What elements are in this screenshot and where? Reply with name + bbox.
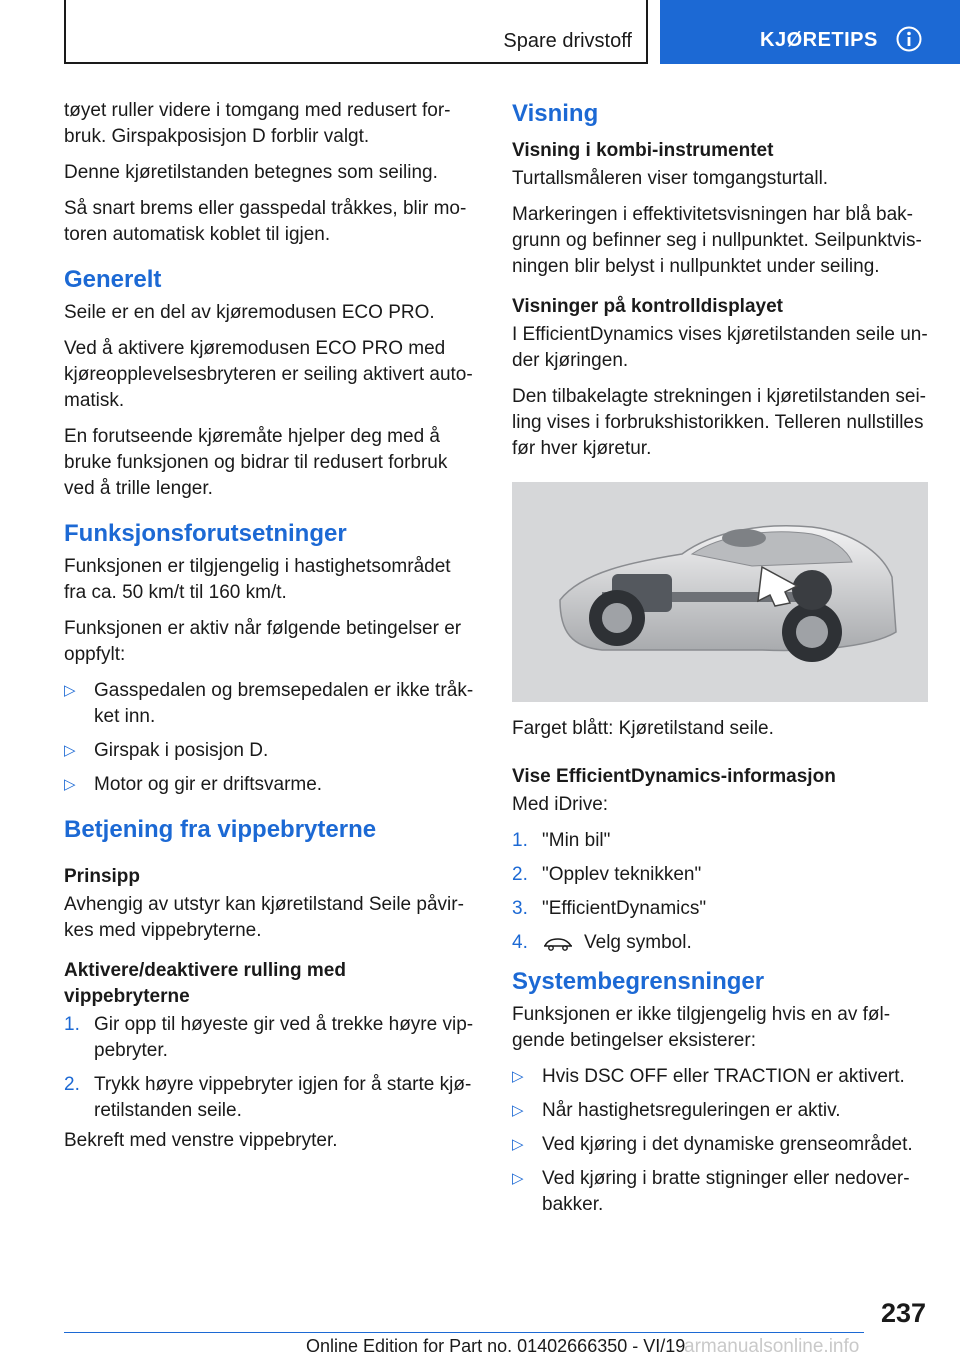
list-item: 2. "Opplev teknikken" — [512, 864, 702, 885]
watermark: armanualsonline.info — [684, 1336, 860, 1357]
heading-control-display: Visninger på kontrolldisplayet — [512, 296, 783, 317]
triangle-bullet-icon: ▷ — [64, 682, 76, 699]
control-paragraph-1: I EfficientDynamics vises kjøretilstanden seile un-der kjøringen. — [512, 324, 928, 371]
heading-limits: Systembegrensninger — [512, 968, 765, 995]
heading-operation: Betjening fra vippebryterne — [64, 816, 377, 843]
list-item: 1. Gir opp til høyeste gir ved å trekke høyre vip-pebryter. — [64, 1014, 474, 1061]
list-item: ▷ Hvis DSC OFF eller TRACTION er aktivert. — [512, 1064, 928, 1090]
heading-cluster: Visning i kombi-instrumentet — [512, 140, 774, 161]
intro-paragraph-2: Denne kjøretilstanden betegnes som seiling. — [64, 162, 438, 183]
footer-edition: Online Edition for Part no. 01402666350 - VI/19 — [306, 1336, 686, 1356]
list-item: 3. "EfficientDynamics" — [512, 898, 707, 919]
list-item: ▷ Ved kjøring i bratte stigninger eller nedover-bakker. — [512, 1168, 910, 1215]
footer-divider — [64, 1332, 864, 1333]
limits-paragraph: Funksjonen er ikke tilgjengelig hvis en av føl-gende betingelser eksisterer: — [512, 1004, 891, 1051]
toggle-steps — [64, 1012, 476, 1124]
triangle-bullet-icon: ▷ — [64, 776, 76, 793]
list-item: ▷ Gasspedalen og bremsepedalen er ikke tråk-ket inn. — [64, 680, 474, 727]
chapter-tab[interactable] — [660, 0, 960, 64]
idrive-label: Med iDrive: — [512, 794, 609, 815]
cluster-paragraph-1: Turtallsmåleren viser tomgangsturtall. — [512, 168, 829, 189]
efficient-dynamics-car-icon — [542, 934, 574, 952]
list-item: 1. "Min bil" — [512, 830, 611, 851]
list-item: ▷ Når hastighetsreguleringen er aktiv. — [512, 1098, 928, 1124]
list-item: ▷ Motor og gir er driftsvarme. — [64, 772, 476, 798]
page-number: 237 — [880, 1298, 926, 1328]
heading-general: Generelt — [64, 266, 162, 293]
triangle-bullet-icon: ▷ — [512, 1136, 524, 1153]
info-icon[interactable] — [896, 26, 922, 52]
heading-toggle: Aktivere/deaktivere rulling med vippebryterne — [64, 960, 346, 1007]
triangle-bullet-icon: ▷ — [512, 1102, 524, 1119]
triangle-bullet-icon: ▷ — [512, 1068, 524, 1085]
list-item: 4. Velg symbol. — [512, 932, 692, 953]
prereq-paragraph-2: Funksjonen er aktiv når følgende betingelser er oppfylt: — [64, 618, 462, 665]
idrive-steps — [512, 828, 928, 956]
prereq-paragraph-1: Funksjonen er tilgjengelig i hastighetsområdet fra ca. 50 km/t til 160 km/t. — [64, 556, 451, 603]
intro-paragraph-3: Så snart brems eller gasspedal tråkkes, blir mo-toren automatisk koblet til igjen. — [64, 198, 467, 245]
list-item: ▷ Girspak i posisjon D. — [64, 738, 476, 764]
general-paragraph-1: Seile er en del av kjøremodusen ECO PRO. — [64, 302, 435, 323]
limits-list — [512, 1064, 928, 1218]
control-paragraph-2: Den tilbakelagte strekningen i kjøretilstanden sei-ling vises i forbrukshistorikken. Telleren nullstilles før hver kjøretur. — [512, 386, 926, 459]
heading-prerequisites: Funksjonsforutsetninger — [64, 520, 347, 547]
confirm-paragraph: Bekreft med venstre vippebryter. — [64, 1130, 338, 1151]
figure-caption: Farget blått: Kjøretilstand seile. — [512, 718, 774, 739]
conditions-list — [64, 678, 476, 798]
general-paragraph-3: En forutseende kjøremåte hjelper deg med å bruke funksjonen og bidrar til redusert forbruk ved å trille lenger. — [64, 426, 448, 499]
chapter-title: KJØRETIPS — [760, 29, 878, 51]
list-item: ▷ Ved kjøring i det dynamiske grenseområdet. — [512, 1132, 928, 1158]
triangle-bullet-icon: ▷ — [512, 1170, 524, 1187]
left-column — [64, 98, 476, 1164]
triangle-bullet-icon: ▷ — [64, 742, 76, 759]
right-column — [512, 98, 928, 1226]
list-item: 2. Trykk høyre vippebryter igjen for å starte kjø-retilstanden seile. — [64, 1074, 472, 1121]
principle-paragraph: Avhengig av utstyr kan kjøretilstand Seile påvir-kes med vippebryterne. — [64, 894, 464, 941]
heading-show-info: Vise EfficientDynamics-informasjon — [512, 766, 836, 787]
intro-paragraph-1: tøyet ruller videre i tomgang med redusert for-bruk. Girspakposisjon D forblir valgt. — [64, 100, 451, 147]
general-paragraph-2: Ved å aktivere kjøremodusen ECO PRO med kjøreopplevelsesbryteren er seiling aktivert auto-matisk. — [64, 338, 473, 411]
car-image — [512, 482, 928, 702]
section-title: Spare drivstoff — [503, 30, 632, 52]
cluster-paragraph-2: Markeringen i effektivitetsvisningen har blå bak-grunn og befinner seg i nullpunktet. Seilpunktvis-ningen blir belyst i nullpunktet under seiling. — [512, 204, 922, 277]
heading-principle: Prinsipp — [64, 866, 141, 887]
header-section-box — [64, 0, 648, 64]
heading-display: Visning — [512, 100, 599, 127]
car-drivetrain-illustration — [512, 482, 928, 702]
